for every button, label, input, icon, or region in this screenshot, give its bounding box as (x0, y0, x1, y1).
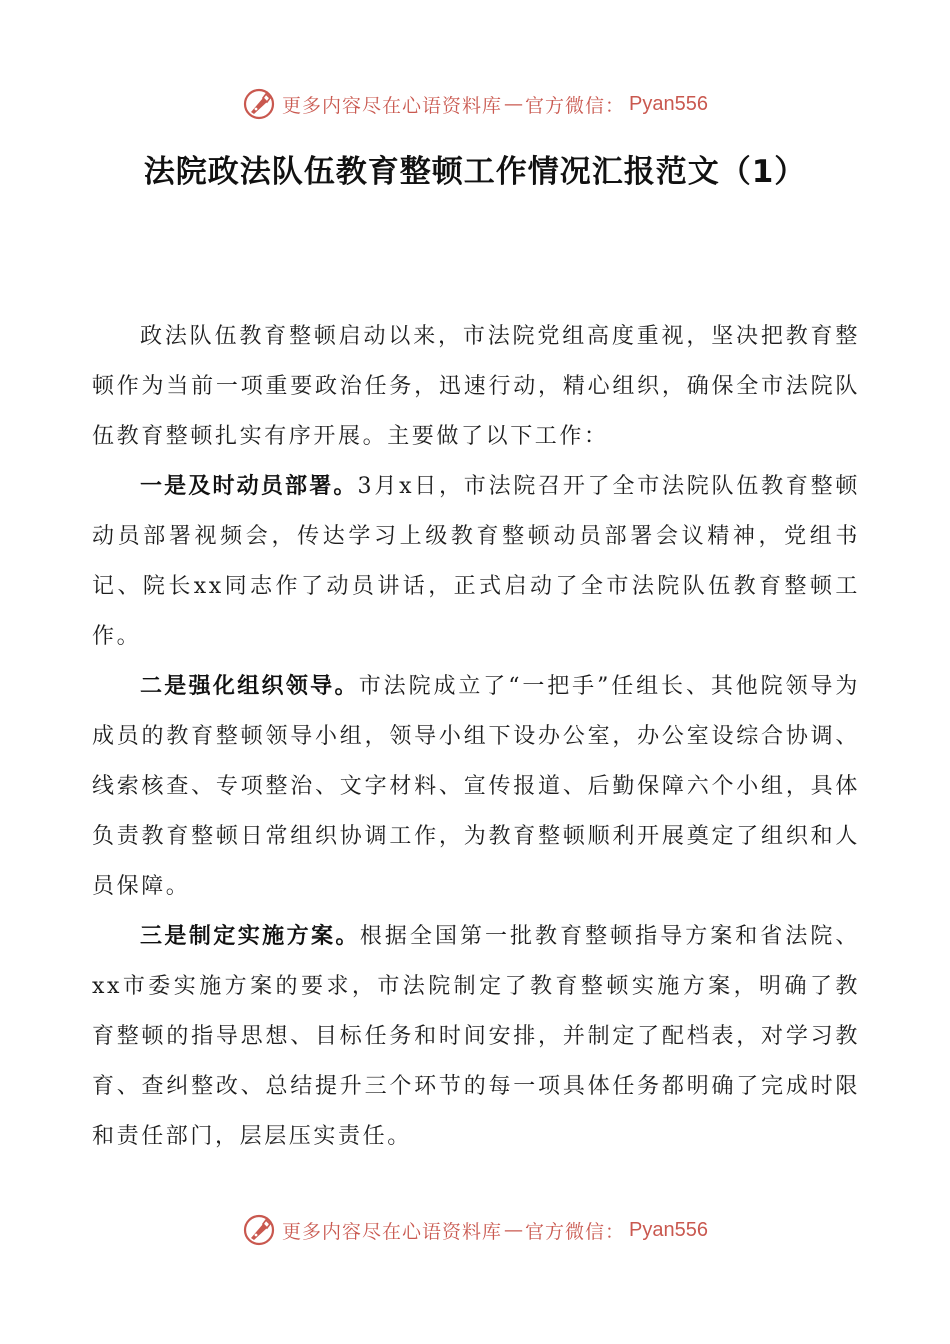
banner-text: 更多内容尽在心语资料库 (282, 94, 503, 117)
paragraph-leadership (92, 662, 860, 912)
paragraph-mobilization (92, 462, 860, 662)
footer-banner (0, 1210, 950, 1250)
header-banner (0, 84, 950, 124)
paragraph-lead: 一是及时动员部署。 (140, 474, 358, 499)
banner-wechat-id: Pyan556 (629, 1218, 708, 1241)
banner-wechat-id: Pyan556 (629, 92, 708, 115)
banner-text: 更多内容尽在心语资料库 (282, 1220, 503, 1243)
paragraph-text: 根据全国第一批教育整顿指导方案和省法院、xx市委实施方案的要求，市法院制定了教育整顿实施方案，明确了教育整顿的指导思想、目标任务和时间安排，并制定了配档表，对学习教育、查纠整改、总结提升三个环节的每一项具体任务都明确了完成时限和责任部门，层层压实责任。 (92, 924, 860, 1149)
banner-separator: — (504, 1219, 524, 1241)
document-body (92, 312, 860, 1162)
paragraph-text: 3月x日，市法院召开了全市法院队伍教育整顿动员部署视频会，传达学习上级教育整顿动员部署会议精神，党组书记、院长xx同志作了动员讲话，正式启动了全市法院队伍教育整顿工作。 (92, 474, 860, 649)
pen-nib-logo-icon (242, 87, 276, 121)
banner-separator: — (504, 93, 524, 115)
banner-wechat-label: 官方微信： (525, 1220, 626, 1243)
paragraph-text: 政法队伍教育整顿启动以来，市法院党组高度重视，坚决把教育整顿作为当前一项重要政治任务，迅速行动，精心组织，确保全市法院队伍教育整顿扎实有序开展。主要做了以下工作： (92, 324, 860, 449)
paragraph-text: 市法院成立了“一把手”任组长、其他院领导为成员的教育整顿领导小组，领导小组下设办公室，办公室设综合协调、线索核查、专项整治、文字材料、宣传报道、后勤保障六个小组，具体负责教育整顿日常组织协调工作，为教育整顿顺利开展奠定了组织和人员保障。 (92, 674, 860, 899)
pen-nib-logo-icon (242, 1213, 276, 1247)
paragraph-plan (92, 912, 860, 1162)
paragraph-lead: 二是强化组织领导。 (140, 674, 359, 699)
banner-wechat-label: 官方微信： (525, 94, 626, 117)
document-title: 法院政法队伍教育整顿工作情况汇报范文（1） (143, 154, 807, 190)
paragraph-lead: 三是制定实施方案。 (140, 924, 360, 949)
paragraph-intro (92, 312, 860, 462)
